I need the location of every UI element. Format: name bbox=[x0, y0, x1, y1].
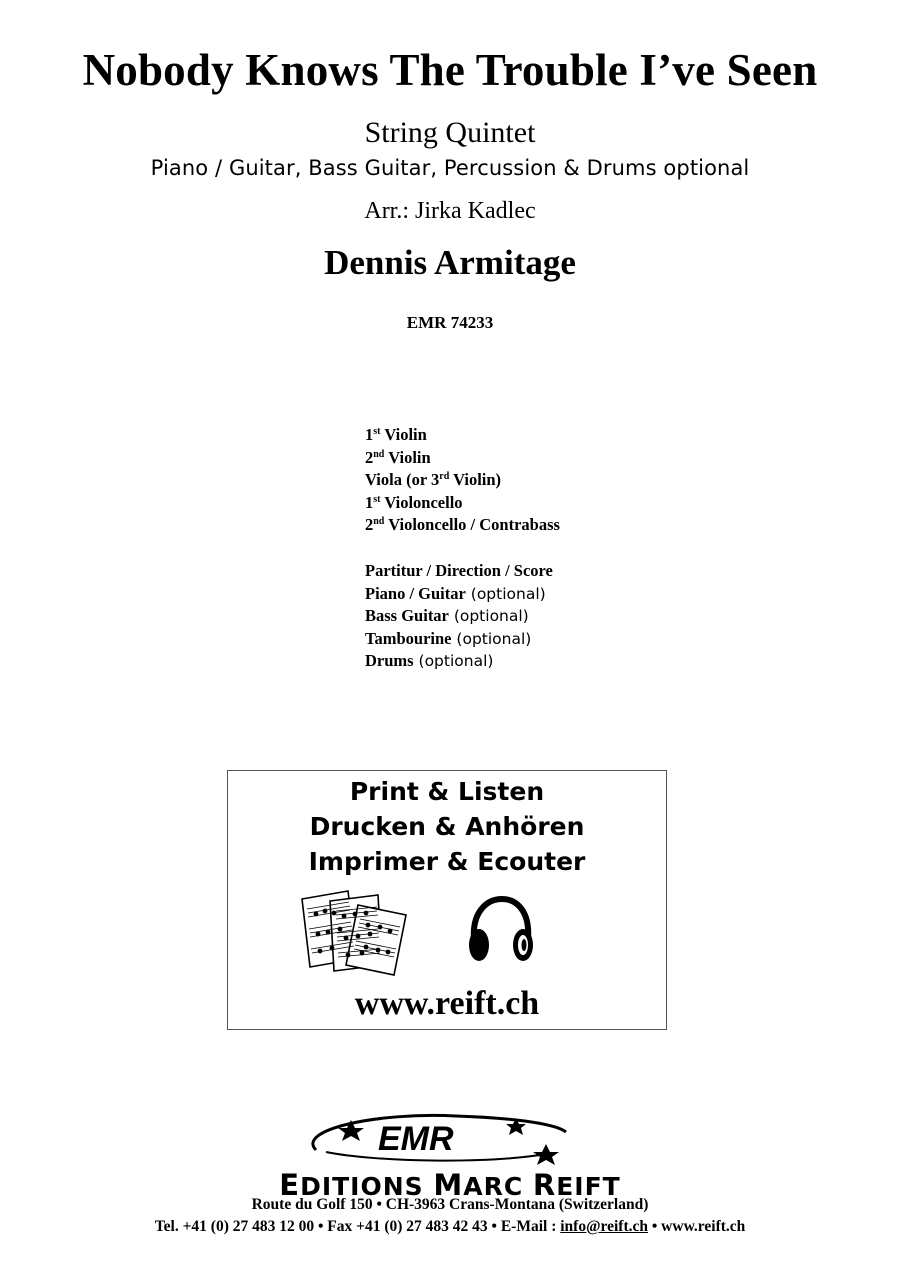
print-listen-box bbox=[227, 770, 667, 1030]
part-item: Viola (or 3rd Violin) bbox=[365, 470, 502, 490]
composer: Dennis Armitage bbox=[324, 243, 576, 282]
subtitle: String Quintet bbox=[364, 116, 536, 149]
part-item: 1st Violoncello bbox=[365, 492, 463, 512]
sheet-music-icon bbox=[300, 889, 412, 977]
email-link[interactable]: info@reift.ch bbox=[560, 1218, 648, 1235]
website-link[interactable]: www.reift.ch bbox=[354, 985, 540, 1022]
part-item: Piano / Guitar (optional) bbox=[365, 583, 546, 603]
publisher-name: EDITIONS MARC REIFT bbox=[279, 1168, 621, 1202]
part-item: 1st Violin bbox=[365, 425, 427, 444]
publisher-contact: Tel. +41 (0) 27 483 12 00 • Fax +41 (0) 27 483 42 43 • E-Mail : info@reift.ch • www.reift.ch bbox=[154, 1218, 746, 1235]
parts-list bbox=[365, 424, 560, 673]
promo-line: Imprimer & Ecouter bbox=[308, 847, 586, 876]
part-item: 2nd Violin bbox=[365, 447, 431, 467]
part-item: Drums (optional) bbox=[365, 651, 494, 671]
part-item: Tambourine (optional) bbox=[365, 628, 532, 648]
emr-logo bbox=[256, 1110, 636, 1168]
promo-line: Drucken & Anhören bbox=[309, 812, 585, 841]
page-title: Nobody Knows The Trouble I’ve Seen bbox=[82, 45, 818, 95]
arranger: Arr.: Jirka Kadlec bbox=[364, 198, 536, 224]
headphones-icon bbox=[466, 895, 536, 965]
part-item: Partitur / Direction / Score bbox=[365, 560, 553, 580]
logo-text: EMR bbox=[378, 1120, 454, 1158]
instrumentation-line: Piano / Guitar, Bass Guitar, Percussion & Drums optional bbox=[150, 156, 750, 180]
catalog-number: EMR 74233 bbox=[406, 313, 494, 332]
publisher-address: Route du Golf 150 • CH-3963 Crans-Montana (Switzerland) bbox=[251, 1196, 649, 1213]
part-item: 2nd Violoncello / Contrabass bbox=[365, 515, 560, 535]
part-item: Bass Guitar (optional) bbox=[365, 606, 529, 626]
promo-line: Print & Listen bbox=[349, 777, 545, 806]
